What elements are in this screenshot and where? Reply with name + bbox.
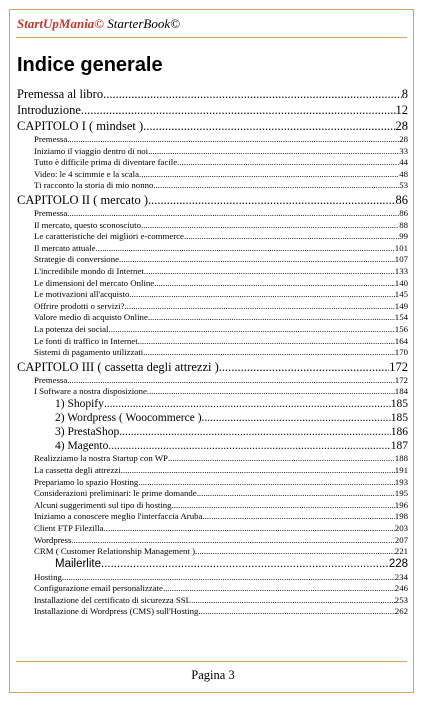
toc-leader-dots <box>143 347 395 359</box>
toc-entry-page: 149 <box>394 300 408 311</box>
toc-entry-page: 221 <box>394 546 408 557</box>
toc-entry[interactable] <box>34 465 408 477</box>
toc-entry[interactable] <box>34 301 408 313</box>
toc-entry-page: 12 <box>395 103 408 117</box>
toc-entry-page: 196 <box>394 499 408 510</box>
toc-leader-dots <box>198 606 394 618</box>
toc-entry-title: Considerazioni preliminari: le prime domande <box>34 488 197 499</box>
toc-entry[interactable] <box>34 208 408 220</box>
toc-entry-page: 193 <box>394 476 408 487</box>
toc-entry[interactable] <box>34 583 408 595</box>
toc-leader-dots <box>202 511 394 523</box>
toc-leader-dots <box>119 254 395 266</box>
toc-entry[interactable] <box>34 347 408 359</box>
toc-entry[interactable] <box>34 375 408 387</box>
toc-entry-title: Configurazione email personalizzate <box>34 583 163 594</box>
toc-entry[interactable] <box>34 312 408 324</box>
toc-leader-dots <box>104 398 391 412</box>
toc-leader-dots <box>172 500 395 512</box>
toc-entry[interactable] <box>34 231 408 243</box>
toc-entry-page: 133 <box>394 265 408 276</box>
toc-entry-title: Realizziamo la nostra Startup con WP <box>34 453 168 464</box>
toc-entry-page: 188 <box>394 453 408 464</box>
toc-entry-page: 262 <box>394 606 408 617</box>
toc-leader-dots <box>147 386 395 398</box>
toc-entry-page: 203 <box>394 523 408 533</box>
toc-entry[interactable] <box>55 558 408 572</box>
toc-entry[interactable] <box>17 192 408 208</box>
toc-entry-title: Strategie di conversione <box>34 254 120 265</box>
toc-leader-dots <box>124 301 394 313</box>
toc-entry-title: 3) PrestaShop <box>55 425 120 438</box>
toc-entry-page: 88 <box>399 219 408 230</box>
toc-entry-page: 172 <box>389 359 408 374</box>
toc-entry-page: 48 <box>399 168 408 179</box>
page-number: Pagina 3 <box>191 668 235 682</box>
toc-entry-page: 154 <box>394 312 408 323</box>
toc-leader-dots <box>121 465 395 477</box>
toc-leader-dots <box>197 488 395 500</box>
toc-leader-dots <box>148 312 395 324</box>
toc-entry-title: Premessa al libro <box>17 87 104 101</box>
toc-leader-dots <box>67 375 395 387</box>
header-divider <box>16 37 407 38</box>
toc-entry-title: Il mercato, questo sconosciuto <box>34 219 142 230</box>
toc-leader-dots <box>104 523 395 535</box>
toc-entry[interactable] <box>34 266 408 278</box>
toc-leader-dots <box>108 440 390 454</box>
toc-entry-title: CAPITOLO III ( cassetta degli attrezzi ) <box>17 359 219 374</box>
toc-entry[interactable] <box>34 511 408 523</box>
toc-entry-title: Alcuni suggerimenti sul tipo di hosting <box>34 499 172 510</box>
toc-entry-title: Video: le 4 scimmie e la scala <box>34 168 139 179</box>
toc-leader-dots <box>168 453 395 465</box>
toc-leader-dots <box>144 266 395 278</box>
toc-leader-dots <box>219 359 389 375</box>
toc-entry-title: Offrire prodotti o servizi? <box>34 300 125 311</box>
toc-leader-dots <box>67 134 399 146</box>
toc-leader-dots <box>109 324 395 336</box>
toc-entry-title: Iniziamo il viaggio dentro di noi <box>34 145 149 156</box>
toc-entry-page: 191 <box>394 465 408 476</box>
toc-entry[interactable] <box>34 324 408 336</box>
toc-entry-title: Le dimensioni del mercato Online <box>34 277 155 288</box>
toc-entry-title: CAPITOLO II ( mercato ) <box>17 192 148 207</box>
toc-entry-title: Prepariamo lo spazio Hosting <box>34 476 139 487</box>
toc-entry-page: 164 <box>394 335 408 346</box>
toc-leader-dots <box>202 412 391 426</box>
toc-entry[interactable] <box>34 606 408 618</box>
toc-entry[interactable] <box>34 595 408 607</box>
toc-leader-dots <box>129 289 394 301</box>
toc-entry[interactable] <box>34 134 408 146</box>
footer-divider <box>16 661 407 662</box>
toc-leader-dots <box>143 118 395 134</box>
toc-entry[interactable] <box>34 289 408 301</box>
toc-entry[interactable] <box>17 359 408 375</box>
toc-leader-dots <box>139 169 399 181</box>
toc-entry-title: Ti racconto la storia di mio nonno <box>34 180 154 191</box>
toc-entry-title: Il mercato attuale <box>34 242 96 253</box>
toc-entry-page: 28 <box>399 134 408 144</box>
toc-entry-page: 187 <box>390 439 408 452</box>
toc-entry-title: Client FTP Filezilla <box>34 523 104 533</box>
toc-entry[interactable] <box>34 535 408 547</box>
toc-entry-page: 253 <box>394 594 408 605</box>
toc-leader-dots <box>148 192 396 208</box>
toc-entry-title: 1) Shopify <box>55 397 104 410</box>
toc-entry-page: 195 <box>394 488 408 499</box>
toc-leader-dots <box>101 558 389 572</box>
toc-leader-dots <box>148 146 399 158</box>
toc-entry-title: Sistemi di pagamento utilizzati <box>34 347 144 358</box>
toc-leader-dots <box>138 477 394 489</box>
toc-entry-page: 101 <box>394 242 408 253</box>
toc-entry-title: L'incredibile mondo di Internet <box>34 265 144 276</box>
toc-leader-dots <box>154 278 395 290</box>
toc-entry-page: 170 <box>394 347 408 358</box>
toc-entry-page: 234 <box>394 571 408 582</box>
toc-leader-dots <box>71 535 394 547</box>
toc-leader-dots <box>81 102 396 118</box>
page-header <box>17 16 180 32</box>
toc-entry[interactable] <box>34 477 408 489</box>
toc-entry[interactable] <box>17 86 408 102</box>
toc-entry-page: 186 <box>390 425 408 438</box>
toc-entry[interactable] <box>34 453 408 465</box>
toc-entry-title: Hosting <box>34 571 62 582</box>
toc-entry[interactable] <box>34 220 408 232</box>
toc-entry[interactable] <box>34 254 408 266</box>
toc-entry[interactable] <box>34 572 408 584</box>
toc-leader-dots <box>184 231 399 243</box>
toc-leader-dots <box>141 220 399 232</box>
toc-entry[interactable] <box>34 157 408 169</box>
toc-leader-dots <box>153 180 399 192</box>
toc-entry-title: 4) Magento <box>55 439 109 452</box>
toc-entry-title: Valore medio di acquisto Online <box>34 312 148 323</box>
toc-entry-page: 246 <box>394 583 408 594</box>
toc-entry[interactable] <box>34 278 408 290</box>
toc-entry-page: 33 <box>399 145 408 156</box>
toc-entry[interactable] <box>34 523 408 535</box>
toc-leader-dots <box>67 208 399 220</box>
toc-entry-page: 99 <box>399 231 408 242</box>
toc-entry-title: Introduzione <box>17 103 81 117</box>
page-title: Indice generale <box>17 54 163 76</box>
toc-entry[interactable] <box>34 546 408 558</box>
toc-entry-title: Le motivazioni all'acquisto <box>34 289 130 300</box>
toc-entry-page: 185 <box>390 411 408 424</box>
toc-entry-page: 228 <box>388 557 408 570</box>
toc-entry-page: 107 <box>394 254 408 265</box>
toc-entry-title: Wordpress <box>34 534 72 545</box>
brand-name: StartUpMania© <box>17 16 105 31</box>
toc-entry[interactable] <box>55 440 408 454</box>
toc-entry-title: CRM ( Customer Relationship Management ) <box>34 546 196 557</box>
toc-entry-page: 86 <box>399 207 408 218</box>
toc-entry-page: 198 <box>394 511 408 522</box>
toc-leader-dots <box>62 572 395 584</box>
book-name: StarterBook© <box>107 16 180 31</box>
toc-leader-dots <box>119 426 391 440</box>
toc-entry-page: 53 <box>399 180 408 191</box>
toc-entry[interactable] <box>17 102 408 118</box>
toc-entry[interactable] <box>34 386 408 398</box>
toc-entry[interactable] <box>34 488 408 500</box>
toc-leader-dots <box>191 595 395 607</box>
toc-entry[interactable] <box>55 412 408 426</box>
toc-entry-title: Le fonti di traffico in Internet <box>34 335 138 346</box>
toc-entry[interactable] <box>55 398 408 412</box>
toc-leader-dots <box>195 546 395 558</box>
toc-entry-page: 86 <box>395 192 408 207</box>
toc-entry-title: Mailerlite <box>55 557 102 570</box>
toc-leader-dots <box>103 86 402 102</box>
toc-entry-title: La cassetta degli attrezzi <box>34 465 121 476</box>
toc-entry-title: Installazione di Wordpress (CMS) sull'Hosting <box>34 606 199 617</box>
toc-entry-page: 185 <box>390 397 408 410</box>
toc-entry-title: Premessa <box>34 207 68 218</box>
toc-entry-page: 207 <box>394 534 408 545</box>
toc-entry[interactable] <box>34 243 408 255</box>
toc-entry-title: Premessa <box>34 134 68 144</box>
toc-entry[interactable] <box>34 500 408 512</box>
toc-entry[interactable] <box>34 180 408 192</box>
toc-entry-page: 156 <box>394 323 408 334</box>
toc-entry-title: Iniziamo a conoscere meglio l'interfaccia Aruba <box>34 511 203 522</box>
table-of-contents <box>17 86 408 618</box>
toc-leader-dots <box>138 336 395 348</box>
toc-entry-title: 2) Wordpress ( Woocommerce ) <box>55 411 202 424</box>
toc-leader-dots <box>177 157 399 169</box>
toc-entry-title: La potenza dei social <box>34 323 109 334</box>
toc-entry-page: 44 <box>399 157 408 168</box>
toc-entry-page: 184 <box>394 386 408 397</box>
toc-entry-page: 8 <box>401 87 408 101</box>
toc-entry[interactable] <box>34 336 408 348</box>
toc-entry-title: CAPITOLO I ( mindset ) <box>17 119 144 133</box>
toc-leader-dots <box>163 583 395 595</box>
toc-entry-page: 28 <box>395 119 408 133</box>
toc-entry-page: 172 <box>394 374 408 385</box>
toc-entry[interactable] <box>34 146 408 158</box>
toc-entry-title: I Software a nostra disposizione <box>34 386 147 397</box>
toc-entry-title: Tutto è difficile prima di diventare facile <box>34 157 178 168</box>
toc-entry[interactable] <box>55 426 408 440</box>
toc-entry-page: 140 <box>394 277 408 288</box>
toc-entry-title: Installazione del certificato di sicurezza SSL <box>34 594 192 605</box>
toc-entry[interactable] <box>34 169 408 181</box>
toc-entry-title: Premessa <box>34 374 68 385</box>
toc-entry[interactable] <box>17 118 408 134</box>
toc-entry-page: 145 <box>394 289 408 300</box>
toc-leader-dots <box>96 243 395 255</box>
toc-entry-title: Le caratteristiche dei migliori e-commerce <box>34 231 184 242</box>
